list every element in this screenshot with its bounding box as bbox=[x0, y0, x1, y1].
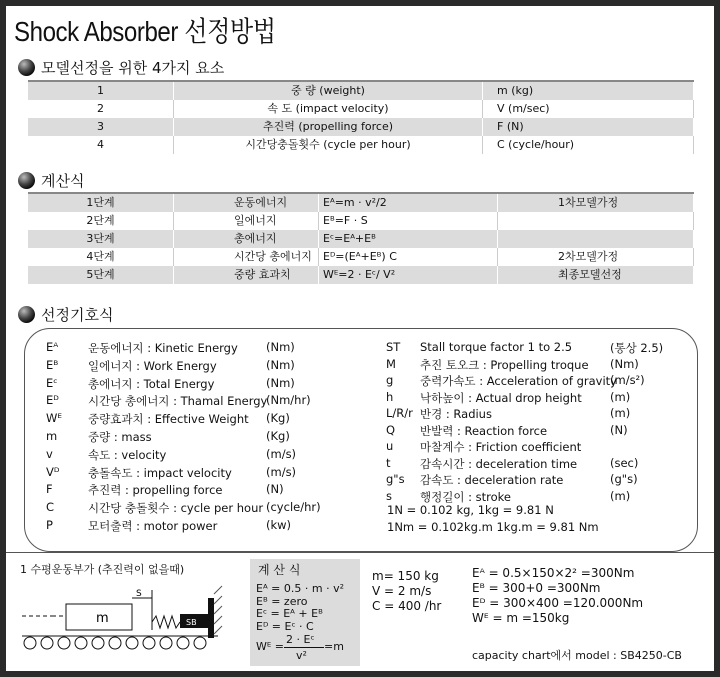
cell-formula: Eᶜ=Eᴬ+Eᴮ bbox=[319, 230, 498, 248]
given-value: C = 400 /hr bbox=[372, 599, 442, 613]
calc-w-num: 2 · Eᶜ bbox=[286, 633, 315, 646]
symbol: C bbox=[46, 500, 55, 515]
symbol: M bbox=[386, 356, 396, 371]
conversion-2: 1Nm = 0.102kg.m 1kg.m = 9.81 Nm bbox=[387, 520, 599, 534]
symbol-desc: 중량효과치 : Effective Weight bbox=[88, 412, 249, 427]
cell-no: 3 bbox=[28, 118, 174, 136]
cell-name: 시간당충돌횟수 (cycle per hour) bbox=[174, 136, 483, 154]
cell-step: 3단계 bbox=[28, 230, 174, 248]
table-row bbox=[28, 118, 694, 136]
symbol: Eᴬ bbox=[46, 340, 59, 354]
symbol-unit: (Kg) bbox=[266, 411, 290, 426]
bullet-ball-icon bbox=[18, 306, 35, 323]
symbol-unit: (Nm) bbox=[266, 357, 295, 372]
symbol-unit: (Nm) bbox=[266, 375, 295, 390]
svg-text:SB: SB bbox=[186, 618, 197, 627]
symbol-unit: (m/s) bbox=[266, 464, 297, 479]
mass-diagram bbox=[22, 584, 232, 652]
section2-heading bbox=[18, 170, 84, 191]
symbol-unit: (Nm) bbox=[266, 340, 295, 354]
section1-heading-text: 모델선정을 위한 4가지 요소 bbox=[41, 59, 225, 77]
cell-note: 최종모델선정 bbox=[498, 266, 694, 284]
symbol-desc: 중력가속도 : Acceleration of gravity bbox=[420, 374, 617, 388]
calc-w-left: Wᴱ = bbox=[256, 640, 284, 653]
symbol: t bbox=[386, 455, 391, 470]
symbol-desc: 일에너지 : Work Energy bbox=[88, 358, 217, 373]
symbol-desc: 총에너지 : Total Energy bbox=[88, 376, 215, 391]
cell-step: 4단계 bbox=[28, 248, 174, 266]
roller-icon bbox=[92, 637, 104, 649]
page bbox=[6, 6, 714, 671]
page-title: Shock Absorber 선정방법 bbox=[14, 16, 276, 47]
cell-step: 1단계 bbox=[28, 193, 174, 212]
symbol-desc: 감속도 : deceleration rate bbox=[420, 473, 564, 487]
calc-w-right: =m bbox=[324, 640, 344, 653]
result-line: Wᴱ = m =150kg bbox=[472, 611, 570, 625]
symbol-desc: 충돌속도 : impact velocity bbox=[88, 465, 232, 480]
symbol: m bbox=[46, 429, 58, 443]
cell-note bbox=[498, 212, 694, 230]
symbol: ST bbox=[386, 340, 401, 354]
cell-no: 2 bbox=[28, 100, 174, 118]
bullet-ball-icon bbox=[18, 59, 35, 76]
table-row bbox=[28, 193, 694, 212]
svg-text:S: S bbox=[136, 589, 142, 599]
roller-icon bbox=[109, 637, 121, 649]
symbol: g bbox=[386, 373, 394, 387]
symbol-desc: 중량 : mass bbox=[88, 430, 152, 444]
symbol: h bbox=[386, 389, 394, 404]
divider bbox=[6, 552, 714, 553]
symbol-unit: (Kg) bbox=[266, 429, 290, 443]
symbol: L/R/r bbox=[386, 406, 413, 420]
cell-formula: Eᴮ=F · S bbox=[319, 212, 498, 230]
symbol: Wᴱ bbox=[46, 411, 62, 426]
cell-note: 2차모델가정 bbox=[498, 248, 694, 266]
symbol-unit: (m/s²) bbox=[610, 373, 645, 387]
symbol-desc: 시간당 충돌횟수 : cycle per hour bbox=[88, 501, 264, 516]
symbol: s bbox=[386, 488, 392, 503]
roller-icon bbox=[143, 637, 155, 649]
given-value: m= 150 kg bbox=[372, 569, 439, 583]
symbol-desc: 모터출력 : motor power bbox=[88, 519, 218, 533]
fraction-bar bbox=[284, 647, 324, 648]
result-line: Eᴬ = 0.5×150×2² =300Nm bbox=[472, 566, 635, 580]
symbol: Eᶜ bbox=[46, 375, 58, 390]
cell-name: 운동에너지 bbox=[174, 193, 319, 212]
symbol: v bbox=[46, 446, 53, 461]
symbol: Eᴰ bbox=[46, 393, 59, 408]
cell-name: 총에너지 bbox=[174, 230, 319, 248]
symbol: P bbox=[46, 518, 53, 532]
symbol-unit: (N) bbox=[610, 422, 628, 437]
roller-icon bbox=[177, 637, 189, 649]
symbol-unit: (cycle/hr) bbox=[266, 500, 321, 515]
symbol-unit: (통상 2.5) bbox=[610, 341, 664, 355]
symbol: Vᴰ bbox=[46, 464, 60, 479]
cell-formula: Eᴬ=m · v²/2 bbox=[319, 193, 498, 212]
symbol-unit: (g"s) bbox=[610, 472, 638, 486]
roller-icon bbox=[75, 637, 87, 649]
result-line: Eᴰ = 300×400 =120.000Nm bbox=[472, 596, 644, 610]
conversion-1: 1N = 0.102 kg, 1kg = 9.81 N bbox=[387, 503, 554, 517]
roller-icon bbox=[24, 637, 36, 649]
symbol-desc: 추진 토오크 : Propelling troque bbox=[420, 357, 589, 372]
symbol-unit: (Nm) bbox=[610, 356, 639, 371]
roller-icon bbox=[126, 637, 138, 649]
symbol-desc: 마찰계수 : Friction coefficient bbox=[420, 440, 582, 454]
cell-name: 중 량 (weight) bbox=[174, 81, 483, 100]
capacity-result: capacity chart에서 model : SB4250-CB bbox=[472, 649, 682, 662]
symbol-desc: 운동에너지 : Kinetic Energy bbox=[88, 341, 238, 355]
symbol: Eᴮ bbox=[46, 357, 59, 372]
cell-step: 5단계 bbox=[28, 266, 174, 284]
section2-heading-text: 계산식 bbox=[41, 172, 85, 190]
symbol: g"s bbox=[386, 472, 405, 486]
symbol-desc: 감속시간 : deceleration time bbox=[420, 456, 578, 471]
symbol-desc: 반경 : Radius bbox=[420, 407, 492, 421]
table-row bbox=[28, 248, 694, 266]
cell-name: 시간당 총에너지 bbox=[174, 248, 319, 266]
table-row bbox=[28, 136, 694, 154]
cell-name: 추진력 (propelling force) bbox=[174, 118, 483, 136]
symbol: F bbox=[46, 482, 53, 497]
symbol-unit: (kw) bbox=[266, 518, 292, 532]
table-row bbox=[28, 212, 694, 230]
cell-name: 속 도 (impact velocity) bbox=[174, 100, 483, 118]
symbol-unit: (Nm/hr) bbox=[266, 393, 311, 408]
example-heading: 1 수평운동부가 (추진력이 없을때) bbox=[20, 563, 185, 576]
cell-unit: V (m/sec) bbox=[483, 100, 694, 118]
symbol-desc: 추진력 : propelling force bbox=[88, 483, 223, 498]
symbol-unit: (m) bbox=[610, 406, 631, 420]
symbol: Q bbox=[386, 422, 396, 437]
mass-label: m bbox=[96, 611, 109, 626]
cell-step: 2단계 bbox=[28, 212, 174, 230]
symbol-unit: (N) bbox=[266, 482, 284, 497]
table-row bbox=[28, 100, 694, 118]
symbol-unit: (sec) bbox=[610, 455, 639, 470]
cell-formula: Eᴰ=(Eᴬ+Eᴮ) C bbox=[319, 248, 498, 266]
cell-name: 일에너지 bbox=[174, 212, 319, 230]
symbol-unit: (m/s) bbox=[266, 446, 297, 461]
roller-icon bbox=[160, 637, 172, 649]
formula-table bbox=[28, 192, 694, 284]
symbol-desc: 시간당 총에너지 : Thamal Energy bbox=[88, 394, 268, 409]
calc-title: 계 산 식 bbox=[258, 563, 301, 577]
calc-line: Eᶜ = Eᴬ + Eᴮ bbox=[256, 607, 323, 620]
result-line: Eᴮ = 300+0 =300Nm bbox=[472, 581, 601, 595]
calc-line: Eᴬ = 0.5 · m · v² bbox=[256, 582, 345, 595]
symbol-desc: 속도 : velocity bbox=[88, 447, 167, 462]
calc-w-den: v² bbox=[296, 649, 307, 662]
calc-line: Eᴰ = Eᶜ · C bbox=[256, 619, 314, 633]
cell-name: 중량 효과치 bbox=[174, 266, 319, 284]
cell-no: 1 bbox=[28, 81, 174, 100]
section1-heading bbox=[18, 57, 224, 78]
roller-icon bbox=[58, 637, 70, 649]
factors-table bbox=[28, 80, 694, 154]
symbol-desc: 반발력 : Reaction force bbox=[420, 423, 548, 438]
section3-heading bbox=[18, 304, 113, 325]
table-row bbox=[28, 266, 694, 284]
symbol-desc: 행정길이 : stroke bbox=[420, 489, 511, 504]
given-value: V = 2 m/s bbox=[372, 584, 432, 598]
bullet-ball-icon bbox=[18, 172, 35, 189]
cell-no: 4 bbox=[28, 136, 174, 154]
symbol-desc: Stall torque factor 1 to 2.5 bbox=[420, 340, 573, 354]
roller-icon bbox=[41, 637, 53, 649]
roller-icon bbox=[194, 637, 206, 649]
symbol: u bbox=[386, 439, 394, 453]
section3-heading-text: 선정기호식 bbox=[41, 306, 114, 324]
table-row bbox=[28, 81, 694, 100]
cell-unit: F (N) bbox=[483, 118, 694, 136]
cell-unit: m (kg) bbox=[483, 81, 694, 100]
cell-note bbox=[498, 230, 694, 248]
symbol-desc: 낙하높이 : Actual drop height bbox=[420, 390, 582, 405]
cell-unit: C (cycle/hour) bbox=[483, 136, 694, 154]
cell-note: 1차모델가정 bbox=[498, 193, 694, 212]
symbol-unit: (m) bbox=[610, 389, 631, 404]
cell-formula: Wᴱ=2 · Eᶜ/ V² bbox=[319, 266, 498, 284]
calc-line: Eᴮ = zero bbox=[256, 594, 308, 608]
table-row bbox=[28, 230, 694, 248]
symbol-unit: (m) bbox=[610, 488, 631, 503]
